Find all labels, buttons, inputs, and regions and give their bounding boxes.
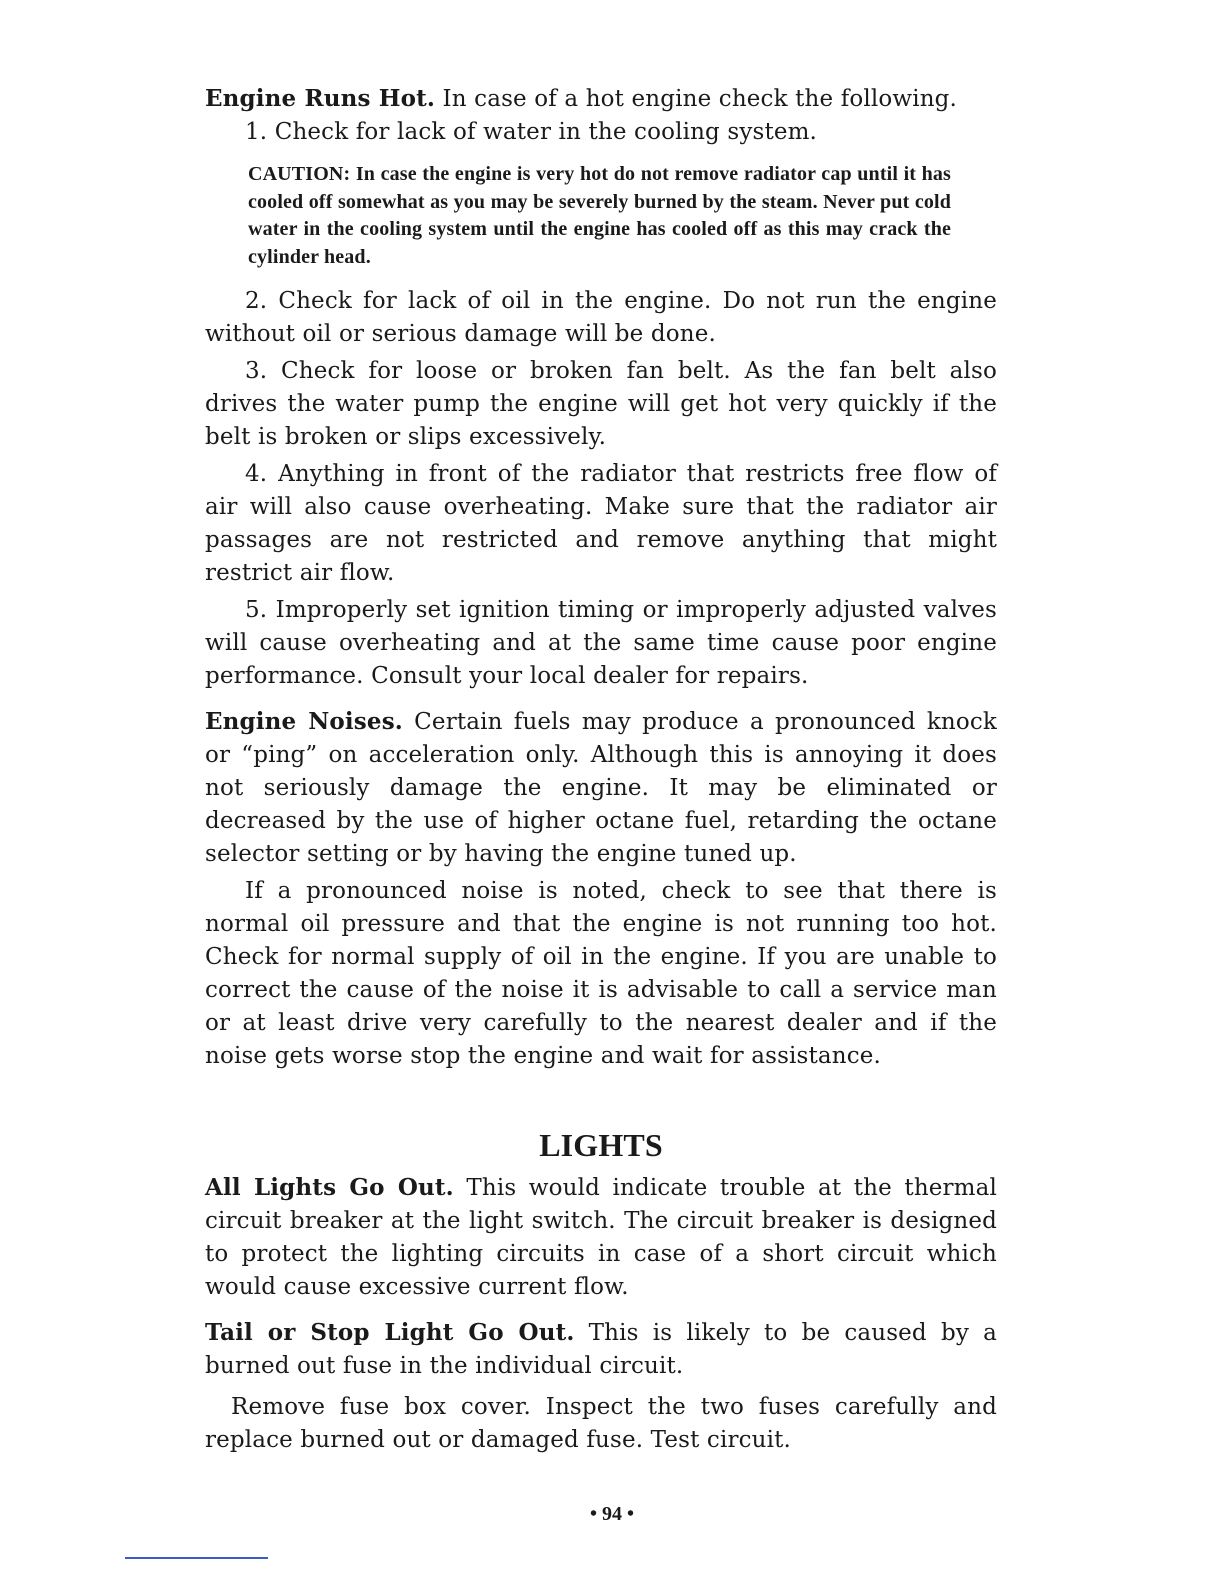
engine-hot-paragraph	[205, 82, 997, 116]
page-number: • 94 •	[589, 1503, 634, 1525]
engine-hot-intro: In case of a hot engine check the following.	[435, 86, 958, 112]
caution-label: CAUTION:	[248, 163, 351, 185]
engine-hot-item-5: 5. Improperly set ignition timing or improperly adjusted valves will cause overheating and at the same time cause poor engine performance. Consult your local dealer for repairs.	[205, 597, 997, 689]
engine-hot-item-4: 4. Anything in front of the radiator that restricts free flow of air will also cause overheating. Make sure that the radiator air passages are not restricted and remove anything that might restrict air flow.	[205, 461, 997, 586]
all-lights-title: All Lights Go Out.	[205, 1174, 454, 1201]
fuse-paragraph: Remove fuse box cover. Inspect the two fuses carefully and replace burned out or damaged fuse. Test circuit.	[205, 1394, 997, 1453]
engine-noises-paragraph	[205, 705, 997, 871]
tail-light-paragraph	[205, 1316, 997, 1383]
engine-hot-item-1: 1. Check for lack of water in the cooling system.	[245, 119, 818, 145]
footer-rule	[125, 1557, 268, 1559]
section-heading-lights: LIGHTS	[539, 1127, 663, 1163]
tail-light-text: This is likely to be caused by a burned out fuse in the individual circuit.	[205, 1320, 997, 1379]
engine-noises-text: Certain fuels may produce a pronounced knock or “ping” on acceleration only. Although this is annoying it does not seriously damage the engine. It may be eliminated or decreased by the use of higher octane fuel, retarding the octane selector setting or by having the engine tuned up.	[205, 709, 997, 867]
engine-noises-title: Engine Noises.	[205, 708, 403, 735]
engine-hot-item-2: 2. Check for lack of oil in the engine. Do not run the engine without oil or serious damage will be done.	[205, 288, 997, 347]
all-lights-paragraph	[205, 1171, 997, 1304]
caution-text: In case the engine is very hot do not remove radiator cap until it has cooled off somewhat as you may be severely burned by the steam. Never put cold water in the cooling system until the engine has cooled off as this may crack the cylinder head.	[248, 163, 951, 268]
caution-block	[248, 161, 951, 271]
engine-hot-item-3: 3. Check for loose or broken fan belt. As the fan belt also drives the water pump the engine will get hot very quickly if the belt is broken or slips excessively.	[205, 358, 997, 450]
tail-light-title: Tail or Stop Light Go Out.	[205, 1319, 575, 1346]
all-lights-text: This would indicate trouble at the thermal circuit breaker at the light switch. The circuit breaker is designed to protect the lighting circuits in case of a short circuit which would cause excessive current flow.	[205, 1175, 998, 1300]
engine-hot-title: Engine Runs Hot.	[205, 85, 436, 112]
page-body	[205, 82, 997, 1457]
engine-noises-paragraph-2: If a pronounced noise is noted, check to see that there is normal oil pressure and that the engine is not running too hot. Check for normal supply of oil in the engine. If you are unable to correct the cause of the noise it is advisable to call a service man or at least drive very carefully to the nearest dealer and if the noise gets worse stop the engine and wait for assistance.	[205, 878, 997, 1069]
